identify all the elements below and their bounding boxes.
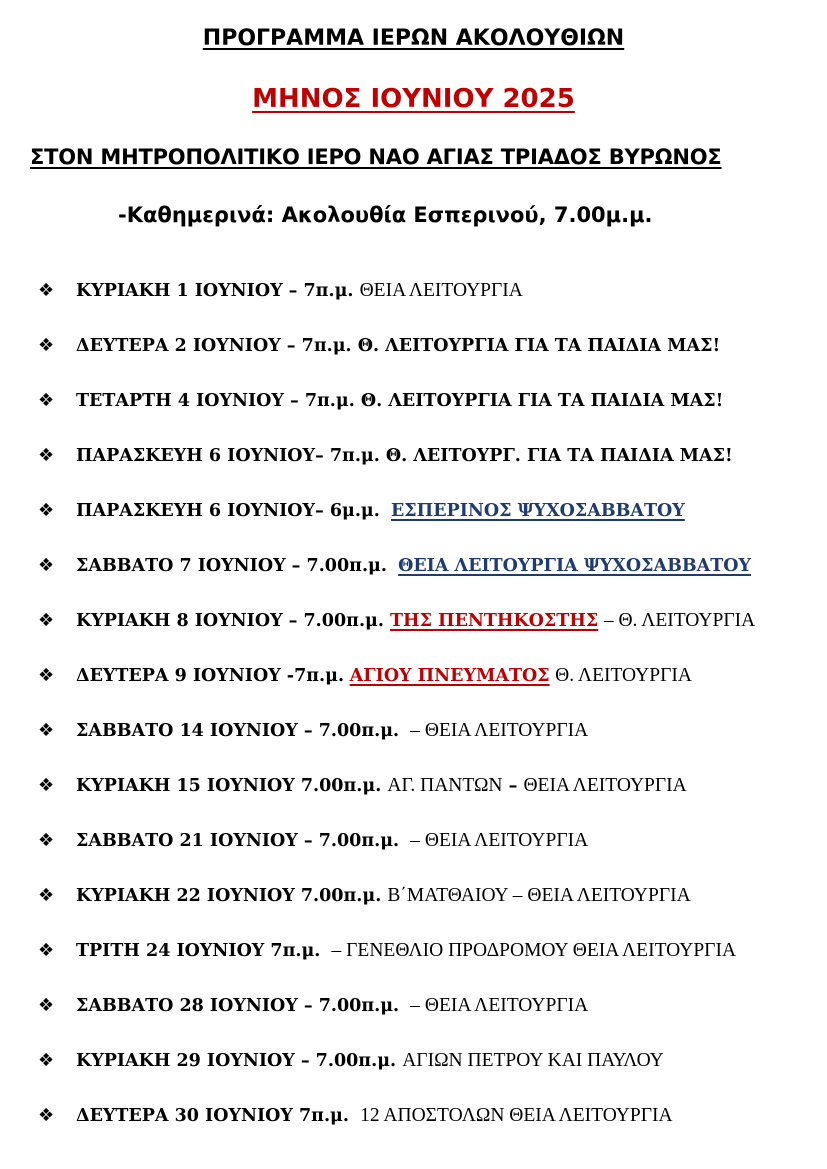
item-date: ΚΥΡΙΑΚΗ 29 ΙΟΥΝΙΟΥ – 7.00π.μ xyxy=(76,1051,391,1071)
item-date: ΣΑΒΒΑΤΟ 7 ΙΟΥΝΙΟΥ – 7.00π.μ. xyxy=(76,556,387,576)
list-item xyxy=(38,441,733,471)
item-service: – ΘΕΙΑ ΛΕΙΤΟΥΡΓΙΑ xyxy=(410,995,589,1016)
diamond-bullet-icon: ❖ xyxy=(38,830,55,851)
item-highlight-red: ΑΓΙΟΥ ΠΝΕΥΜΑΤΟΣ xyxy=(349,666,550,686)
item-highlight: ΘΕΙΑ ΛΕΙΤΟΥΡΓΙΑ ΨΥΧΟΣΑΒΒΑΤΟΥ xyxy=(398,556,751,576)
list-item xyxy=(38,716,588,746)
diamond-bullet-icon: ❖ xyxy=(38,610,55,631)
list-item: ❖ ΚΥΡΙΑΚΗ 8 ΙΟΥΝΙΟΥ – 7.00π.μ. ΤΗΣ ΠΕΝΤΗΚΟΣΤΗΣ – Θ. ΛΕΙΤΟΥΡΓΙΑ xyxy=(38,606,755,636)
item-date: ΣΑΒΒΑΤΟ 21 ΙΟΥΝΙΟΥ – 7.00π.μ. xyxy=(76,831,400,851)
list-item xyxy=(38,826,588,856)
list-item xyxy=(38,331,720,361)
item-date: ΠΑΡΑΣΚΕΥΗ 6 ΙΟΥΝΙΟΥ– 6μ.μ. xyxy=(76,501,380,521)
diamond-bullet-icon: ❖ xyxy=(38,775,55,796)
item-service: Θ. ΛΕΙΤΟΥΡΓΙΑ xyxy=(555,665,692,686)
list-item xyxy=(38,496,685,526)
item-highlight-red: ΤΗΣ ΠΕΝΤΗΚΟΣΤΗΣ xyxy=(390,611,599,631)
diamond-bullet-icon: ❖ xyxy=(38,1050,55,1071)
document-title: ΠΡΟΓΡΑΜΜΑ ΙΕΡΩΝ ΑΚΟΛΟΥΘΙΩΝ xyxy=(202,26,625,51)
item-date: ΣΑΒΒΑΤΟ 28 ΙΟΥΝΙΟΥ – 7.00π.μ. xyxy=(76,996,400,1016)
diamond-bullet-icon: ❖ xyxy=(38,885,55,906)
item-date: ΠΑΡΑΣΚΕΥΗ 6 ΙΟΥΝΙΟΥ– 7π.μ. Θ. ΛΕΙΤΟΥΡΓ. ΓΙΑ ΤΑ ΠΑΙΔΙΑ ΜΑΣ! xyxy=(76,446,733,466)
item-date: ΚΥΡΙΑΚΗ 22 ΙΟΥΝΙΟΥ 7.00π.μ xyxy=(76,886,376,906)
item-service: 12 ΑΠΟΣΤΟΛΩΝ ΘΕΙΑ ΛΕΙΤΟΥΡΓΙΑ xyxy=(360,1105,673,1126)
list-item: ❖ ΚΥΡΙΑΚΗ 15 ΙΟΥΝΙΟΥ 7.00π.μ. ΑΓ. ΠΑΝΤΩΝ – ΘΕΙΑ ΛΕΙΤΟΥΡΓΙΑ xyxy=(38,771,687,801)
item-service: ΑΓΙΩΝ ΠΕΤΡΟΥ ΚΑΙ ΠΑΥΛΟΥ xyxy=(402,1050,664,1071)
list-item: ❖ ΚΥΡΙΑΚΗ 1 ΙΟΥΝΙΟΥ – 7π.μ. ΘΕΙΑ ΛΕΙΤΟΥΡΓΙΑ xyxy=(38,276,523,306)
list-item: ❖ ΚΥΡΙΑΚΗ 22 ΙΟΥΝΙΟΥ 7.00π.μ. Β΄ΜΑΤΘΑΙΟΥ – ΘΕΙΑ ΛΕΙΤΟΥΡΓΙΑ xyxy=(38,881,691,911)
item-date: ΚΥΡΙΑΚΗ 1 ΙΟΥΝΙΟΥ – 7π.μ xyxy=(76,281,348,301)
list-item xyxy=(38,661,692,691)
diamond-bullet-icon: ❖ xyxy=(38,335,55,356)
item-date: ΚΥΡΙΑΚΗ 15 ΙΟΥΝΙΟΥ 7.00π.μ xyxy=(76,776,376,796)
diamond-bullet-icon: ❖ xyxy=(38,280,55,301)
item-highlight: ΕΣΠΕΡΙΝΟΣ ΨΥΧΟΣΑΒΒΑΤΟΥ xyxy=(390,501,685,521)
diamond-bullet-icon: ❖ xyxy=(38,1105,55,1126)
item-service: ΘΕΙΑ ΛΕΙΤΟΥΡΓΙΑ xyxy=(523,775,687,796)
item-date: ΤΡΙΤΗ 24 ΙΟΥΝΙΟΥ 7π.μ. xyxy=(76,941,321,961)
diamond-bullet-icon: ❖ xyxy=(38,445,55,466)
list-item xyxy=(38,1101,673,1131)
diamond-bullet-icon: ❖ xyxy=(38,500,55,521)
list-item xyxy=(38,991,588,1021)
church-location: ΣΤΟΝ ΜΗΤΡΟΠΟΛΙΤΙΚΟ ΙΕΡΟ ΝΑΟ ΑΓΙΑΣ ΤΡΙΑΔΟΣ ΒΥΡΩΝΟΣ xyxy=(30,145,722,169)
item-service: ΑΓ. ΠΑΝΤΩΝ xyxy=(387,775,503,796)
daily-schedule-note: -Καθημερινά: Ακολουθία Εσπερινού, 7.00μ.μ. xyxy=(118,203,653,227)
item-date: ΤΕΤΑΡΤΗ 4 ΙΟΥΝΙΟΥ – 7π.μ. Θ. ΛΕΙΤΟΥΡΓΙΑ ΓΙΑ ΤΑ ΠΑΙΔΙΑ ΜΑΣ! xyxy=(76,391,724,411)
list-item xyxy=(38,551,751,581)
list-item: ❖ ΚΥΡΙΑΚΗ 29 ΙΟΥΝΙΟΥ – 7.00π.μ. ΑΓΙΩΝ ΠΕΤΡΟΥ ΚΑΙ ΠΑΥΛΟΥ xyxy=(38,1046,664,1076)
item-service: – ΓΕΝΕΘΛΙΟ ΠΡΟΔΡΟΜΟΥ ΘΕΙΑ ΛΕΙΤΟΥΡΓΙΑ xyxy=(331,940,737,961)
diamond-bullet-icon: ❖ xyxy=(38,940,55,961)
diamond-bullet-icon: ❖ xyxy=(38,555,55,576)
item-service: Β΄ΜΑΤΘΑΙΟΥ – ΘΕΙΑ ΛΕΙΤΟΥΡΓΙΑ xyxy=(387,885,691,906)
list-item xyxy=(38,386,723,416)
item-date: ΔΕΥΤΕΡΑ 9 ΙΟΥΝΙΟΥ -7π.μ. xyxy=(76,666,345,686)
list-item xyxy=(38,936,736,966)
item-date: ΔΕΥΤΕΡΑ 2 ΙΟΥΝΙΟΥ – 7π.μ. Θ. ΛΕΙΤΟΥΡΓΙΑ ΓΙΑ ΤΑ ΠΑΙΔΙΑ ΜΑΣ! xyxy=(76,336,721,356)
item-date: ΣΑΒΒΑΤΟ 14 ΙΟΥΝΙΟΥ – 7.00π.μ. xyxy=(76,721,400,741)
diamond-bullet-icon: ❖ xyxy=(38,665,55,686)
item-service: – Θ. ΛΕΙΤΟΥΡΓΙΑ xyxy=(603,610,756,631)
diamond-bullet-icon: ❖ xyxy=(38,390,55,411)
diamond-bullet-icon: ❖ xyxy=(38,995,55,1016)
item-date: ΚΥΡΙΑΚΗ 8 ΙΟΥΝΙΟΥ – 7.00π.μ xyxy=(76,611,378,631)
item-service: – ΘΕΙΑ ΛΕΙΤΟΥΡΓΙΑ xyxy=(410,720,589,741)
diamond-bullet-icon: ❖ xyxy=(38,720,55,741)
item-date: ΔΕΥΤΕΡΑ 30 ΙΟΥΝΙΟΥ 7π.μ. xyxy=(76,1106,349,1126)
month-heading: ΜΗΝΟΣ ΙΟΥΝΙΟΥ 2025 xyxy=(252,84,575,114)
item-service: – ΘΕΙΑ ΛΕΙΤΟΥΡΓΙΑ xyxy=(410,830,589,851)
item-service: ΘΕΙΑ ΛΕΙΤΟΥΡΓΙΑ xyxy=(359,280,523,301)
